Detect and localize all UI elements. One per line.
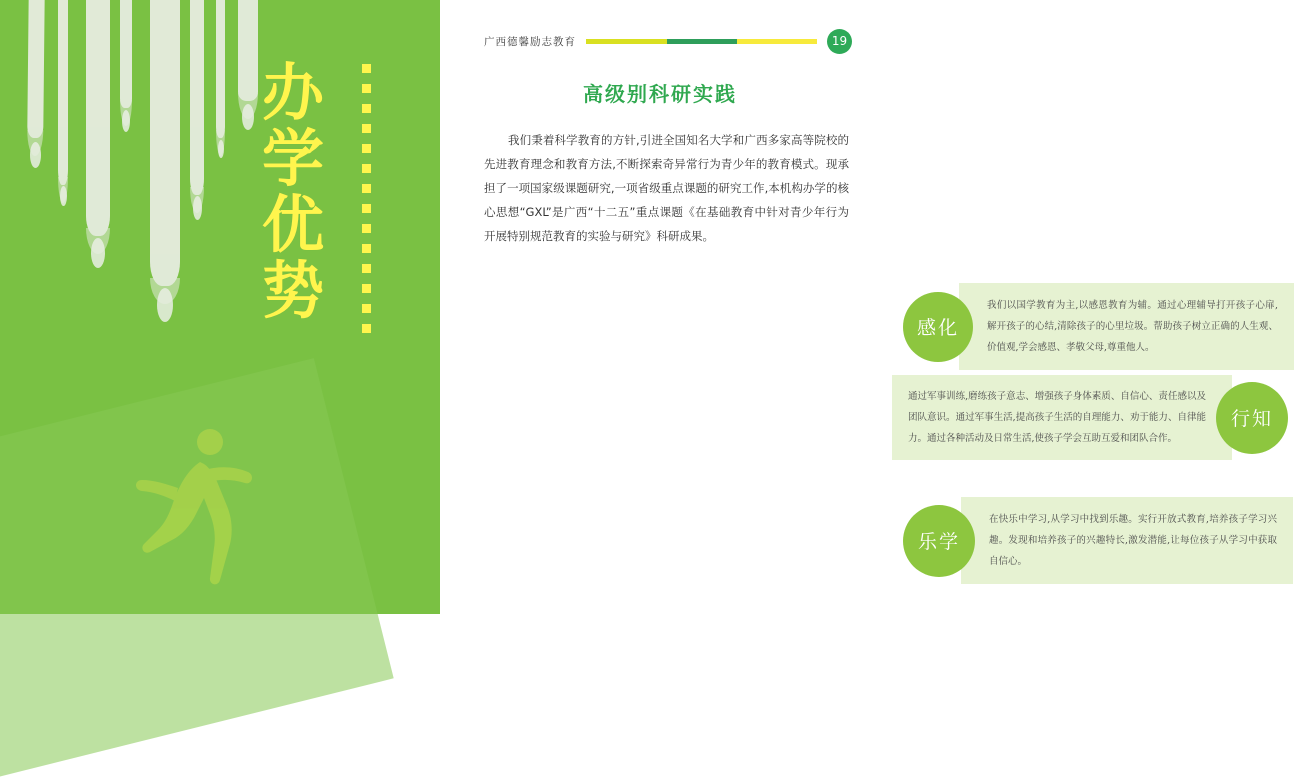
cover-title-char: 势 [262, 254, 327, 327]
cover-title [262, 56, 367, 327]
feature-text: 在快乐中学习,从学习中找到乐趣。实行开放式教育,培养孩子学习兴趣。发现和培养孩子的兴趣特长,激发潜能,让每位孩子从学习中获取自信心。 [961, 497, 1293, 584]
brush-stroke [27, 0, 45, 138]
rule-segment-yellow [737, 39, 818, 44]
feature-block-xingzhi [892, 375, 1288, 460]
dot-icon [362, 264, 371, 273]
page-number-badge: 19 [827, 29, 852, 54]
feature-text: 通过军事训练,磨练孩子意志、增强孩子身体素质、自信心、责任感以及团队意识。通过军事生活,提高孩子生活的自理能力、劝于能力、自律能力。通过各种活动及日常生活,使孩子学会互助互爱和团队合作。 [892, 375, 1232, 460]
dot-icon [362, 224, 371, 233]
brush-stroke [58, 0, 68, 185]
dot-icon [362, 204, 371, 213]
brush-stroke [120, 0, 132, 108]
feature-badge: 行知 [1216, 382, 1288, 454]
brush-stroke-tip [193, 196, 202, 220]
brush-stroke [216, 0, 225, 138]
dot-icon [362, 184, 371, 193]
body-paragraph: 我们秉着科学教育的方针,引进全国知名大学和广西多家高等院校的先进教育理念和教育方法,不断探索奇异常行为青少年的教育模式。现承担了一项国家级课题研究,一项省级重点课题的研究工作,本机构办学的核心思想“GXL”是广西“十二五”重点课题《在基础教育中针对青少年行为开展特别规范教育的实验与研究》科研成果。 [484, 133, 849, 243]
page-header [484, 30, 852, 52]
cover-title-char: 办 [262, 56, 327, 129]
brush-stroke [150, 0, 180, 286]
dot-icon [362, 124, 371, 133]
page-title: 高级别科研实践 [583, 82, 737, 106]
dot-icon [362, 284, 371, 293]
header-rule [586, 39, 817, 44]
brush-stroke-tip [157, 288, 173, 322]
brush-stroke-tip [30, 142, 41, 168]
feature-block-lexue [903, 497, 1293, 584]
brush-stroke [86, 0, 110, 236]
feature-block-ganhua [903, 283, 1294, 370]
dot-icon [362, 144, 371, 153]
rule-segment-green [667, 39, 737, 44]
brush-stroke-tip [91, 238, 105, 268]
brush-stroke [190, 0, 204, 195]
brand-name: 广西德馨励志教育 [484, 35, 576, 48]
brush-stroke-tip [122, 110, 130, 132]
feature-badge: 乐学 [903, 505, 975, 577]
brush-stroke-tip [60, 186, 67, 206]
feature-text: 我们以国学教育为主,以感恩教育为辅。通过心理辅导打开孩子心扉,解开孩子的心结,清除孩子的心里垃圾。帮助孩子树立正确的人生观、价值观,学会感恩、孝敬父母,尊重他人。 [959, 283, 1294, 370]
dot-icon [362, 84, 371, 93]
cover-title-char: 学 [262, 122, 327, 195]
dot-icon [362, 244, 371, 253]
brush-stroke-tip [242, 104, 254, 130]
brush-stroke-tip [218, 140, 224, 158]
cover-title-char: 优 [262, 188, 327, 261]
dot-icon [362, 64, 371, 73]
feature-badge: 感化 [903, 292, 973, 362]
right-content-panel [440, 0, 1278, 614]
dot-icon [362, 324, 371, 333]
brush-stroke [238, 0, 258, 101]
dot-icon [362, 304, 371, 313]
rule-segment-yellow-green [586, 39, 667, 44]
dot-icon [362, 104, 371, 113]
running-figure-icon [92, 418, 292, 598]
decorative-dot-column [362, 64, 371, 333]
dot-icon [362, 164, 371, 173]
left-cover-panel [0, 0, 440, 614]
